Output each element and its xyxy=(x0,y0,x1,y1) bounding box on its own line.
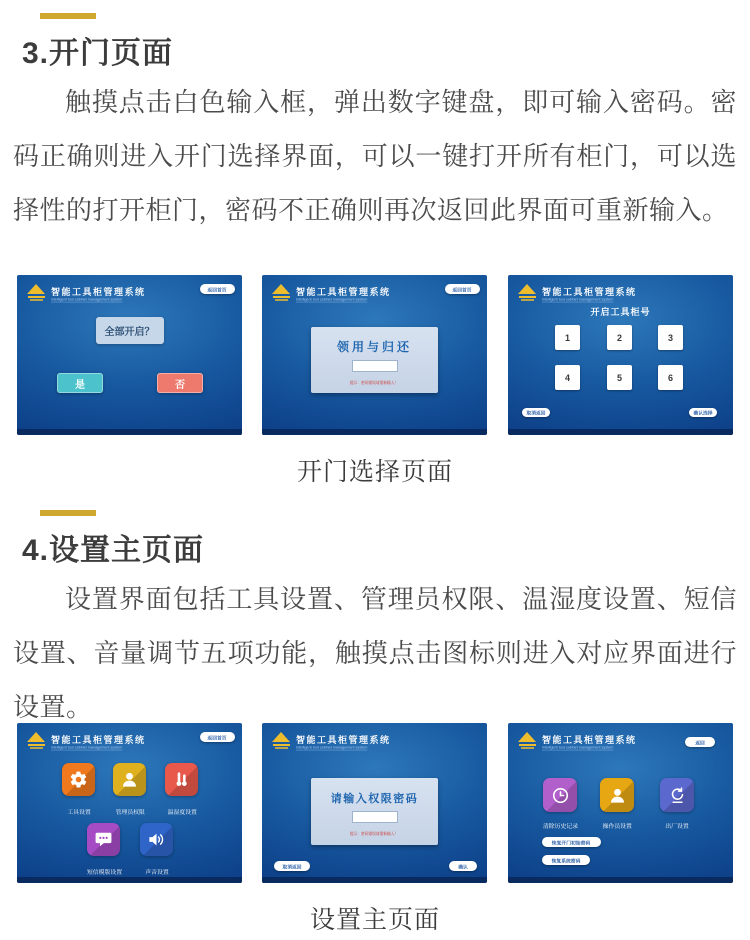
home-pill-button[interactable]: 返回首页 xyxy=(445,284,480,294)
brand-title: 智能工具柜管理系统 xyxy=(542,735,637,745)
brand-title: 智能工具柜管理系统 xyxy=(296,735,391,745)
brand-title: 智能工具柜管理系统 xyxy=(296,287,391,297)
brand-logo-icon xyxy=(27,284,45,310)
cabinet-cell-1[interactable]: 1 xyxy=(555,325,580,350)
brand-logo-icon xyxy=(272,284,290,310)
speaker-icon xyxy=(147,830,166,849)
thermometer-icon xyxy=(172,770,191,789)
section-3-heading: 3.开门页面 xyxy=(22,37,174,70)
home-pill-button[interactable]: 返回首页 xyxy=(200,732,235,742)
brand-subtitle: intelligent tool cabinet management system xyxy=(542,298,614,302)
brand-logo-icon xyxy=(272,732,290,758)
caption-door-select: 开门选择页面 xyxy=(296,458,453,486)
confirm-button[interactable]: 确认选择 xyxy=(689,408,717,417)
brand-title: 智能工具柜管理系统 xyxy=(51,287,146,297)
brand-title: 智能工具柜管理系统 xyxy=(542,287,637,297)
screenshot-auth-password xyxy=(262,723,487,883)
tile-label: 管理员权限 xyxy=(115,809,145,816)
no-button[interactable]: 否 xyxy=(157,373,203,393)
screenshot-settings-admin xyxy=(508,723,733,883)
section-4-paragraph: 设置界面包括工具设置、管理员权限、温湿度设置、短信设置、音量调节五项功能，触摸点击图标则进入对应界面进行设置。 xyxy=(13,584,737,722)
brand-subtitle: intelligent tool cabinet management system xyxy=(296,298,368,302)
screen-footer-strip xyxy=(17,429,242,435)
brand-logo-icon xyxy=(518,732,536,758)
screen-footer-strip xyxy=(508,877,733,883)
tile-label: 声音设置 xyxy=(145,869,169,876)
cabinet-grid-title: 开启工具柜号 xyxy=(590,307,651,317)
back-pill-button[interactable]: 返回 xyxy=(685,737,715,747)
open-all-prompt: 全部开启？ xyxy=(96,317,164,344)
tile-admin-permission[interactable] xyxy=(113,763,146,796)
screen-footer-strip xyxy=(262,429,487,435)
user-icon xyxy=(120,770,139,789)
password-hint: 提示：密码错误请重新输入！ xyxy=(350,381,399,386)
tile-operator-settings[interactable] xyxy=(600,778,634,812)
panel-title: 领用与归还 xyxy=(336,340,412,354)
password-panel xyxy=(311,778,438,845)
brand-subtitle: intelligent tool cabinet management system xyxy=(51,298,123,302)
section-3-paragraph: 触摸点击白色输入框，弹出数字键盘，即可输入密码。密码正确则进入开门选择界面，可以一键打开所有柜门，可以选择性的打开柜门，密码不正确则再次返回此界面可重新输入。 xyxy=(13,87,737,225)
clock-icon xyxy=(551,786,570,805)
password-hint: 提示：密码错误请重新输入！ xyxy=(350,832,399,837)
brand-subtitle: intelligent tool cabinet management system xyxy=(296,746,368,750)
password-input[interactable] xyxy=(352,811,398,823)
tile-label: 出厂设置 xyxy=(665,823,689,830)
tile-label: 温湿度设置 xyxy=(167,809,197,816)
cancel-button[interactable]: 取消返回 xyxy=(522,408,550,417)
restore-door-password-button[interactable]: 恢复开门初始密码 xyxy=(542,837,601,847)
cabinet-cell-5[interactable]: 5 xyxy=(607,365,632,390)
brand-logo-icon xyxy=(27,732,45,758)
screenshot-borrow-return xyxy=(262,275,487,435)
tile-sound-settings[interactable] xyxy=(140,823,173,856)
tile-label: 短信模版设置 xyxy=(86,869,122,876)
gear-icon xyxy=(69,770,88,789)
yes-button[interactable]: 是 xyxy=(57,373,103,393)
cancel-button[interactable]: 取消返回 xyxy=(274,861,310,871)
cabinet-cell-3[interactable]: 3 xyxy=(658,325,683,350)
tile-label: 清除历史记录 xyxy=(542,823,578,830)
screen-footer-strip xyxy=(17,877,242,883)
section-accent-bar xyxy=(40,510,96,516)
screenshot-settings-main xyxy=(17,723,242,883)
brand-subtitle: intelligent tool cabinet management system xyxy=(51,746,123,750)
tile-temp-humidity[interactable] xyxy=(165,763,198,796)
cabinet-cell-6[interactable]: 6 xyxy=(658,365,683,390)
screen-footer-strip xyxy=(508,429,733,435)
reset-icon xyxy=(668,786,687,805)
password-panel xyxy=(311,327,438,393)
section-accent-bar xyxy=(40,13,96,19)
panel-title: 请输入权限密码 xyxy=(330,793,419,805)
tile-sms-template[interactable] xyxy=(87,823,120,856)
cabinet-cell-2[interactable]: 2 xyxy=(607,325,632,350)
tile-label: 操作员设置 xyxy=(602,823,632,830)
home-pill-button[interactable]: 返回首页 xyxy=(200,284,235,294)
password-input[interactable] xyxy=(352,360,398,372)
tile-label: 工具设置 xyxy=(67,809,91,816)
screen-footer-strip xyxy=(262,877,487,883)
confirm-button[interactable]: 确认 xyxy=(449,861,477,871)
tile-factory-reset[interactable] xyxy=(660,778,694,812)
restore-system-password-button[interactable]: 恢复系统密码 xyxy=(542,855,590,865)
caption-settings-main: 设置主页面 xyxy=(309,906,440,934)
cabinet-cell-4[interactable]: 4 xyxy=(555,365,580,390)
brand-title: 智能工具柜管理系统 xyxy=(51,735,146,745)
tile-clear-history[interactable] xyxy=(543,778,577,812)
screenshot-cabinet-select xyxy=(508,275,733,435)
brand-subtitle: intelligent tool cabinet management system xyxy=(542,746,614,750)
section-4-heading: 4.设置主页面 xyxy=(22,534,205,567)
screenshot-open-all-confirm xyxy=(17,275,242,435)
user-icon xyxy=(608,786,627,805)
chat-icon xyxy=(94,830,113,849)
tile-tool-settings[interactable] xyxy=(62,763,95,796)
